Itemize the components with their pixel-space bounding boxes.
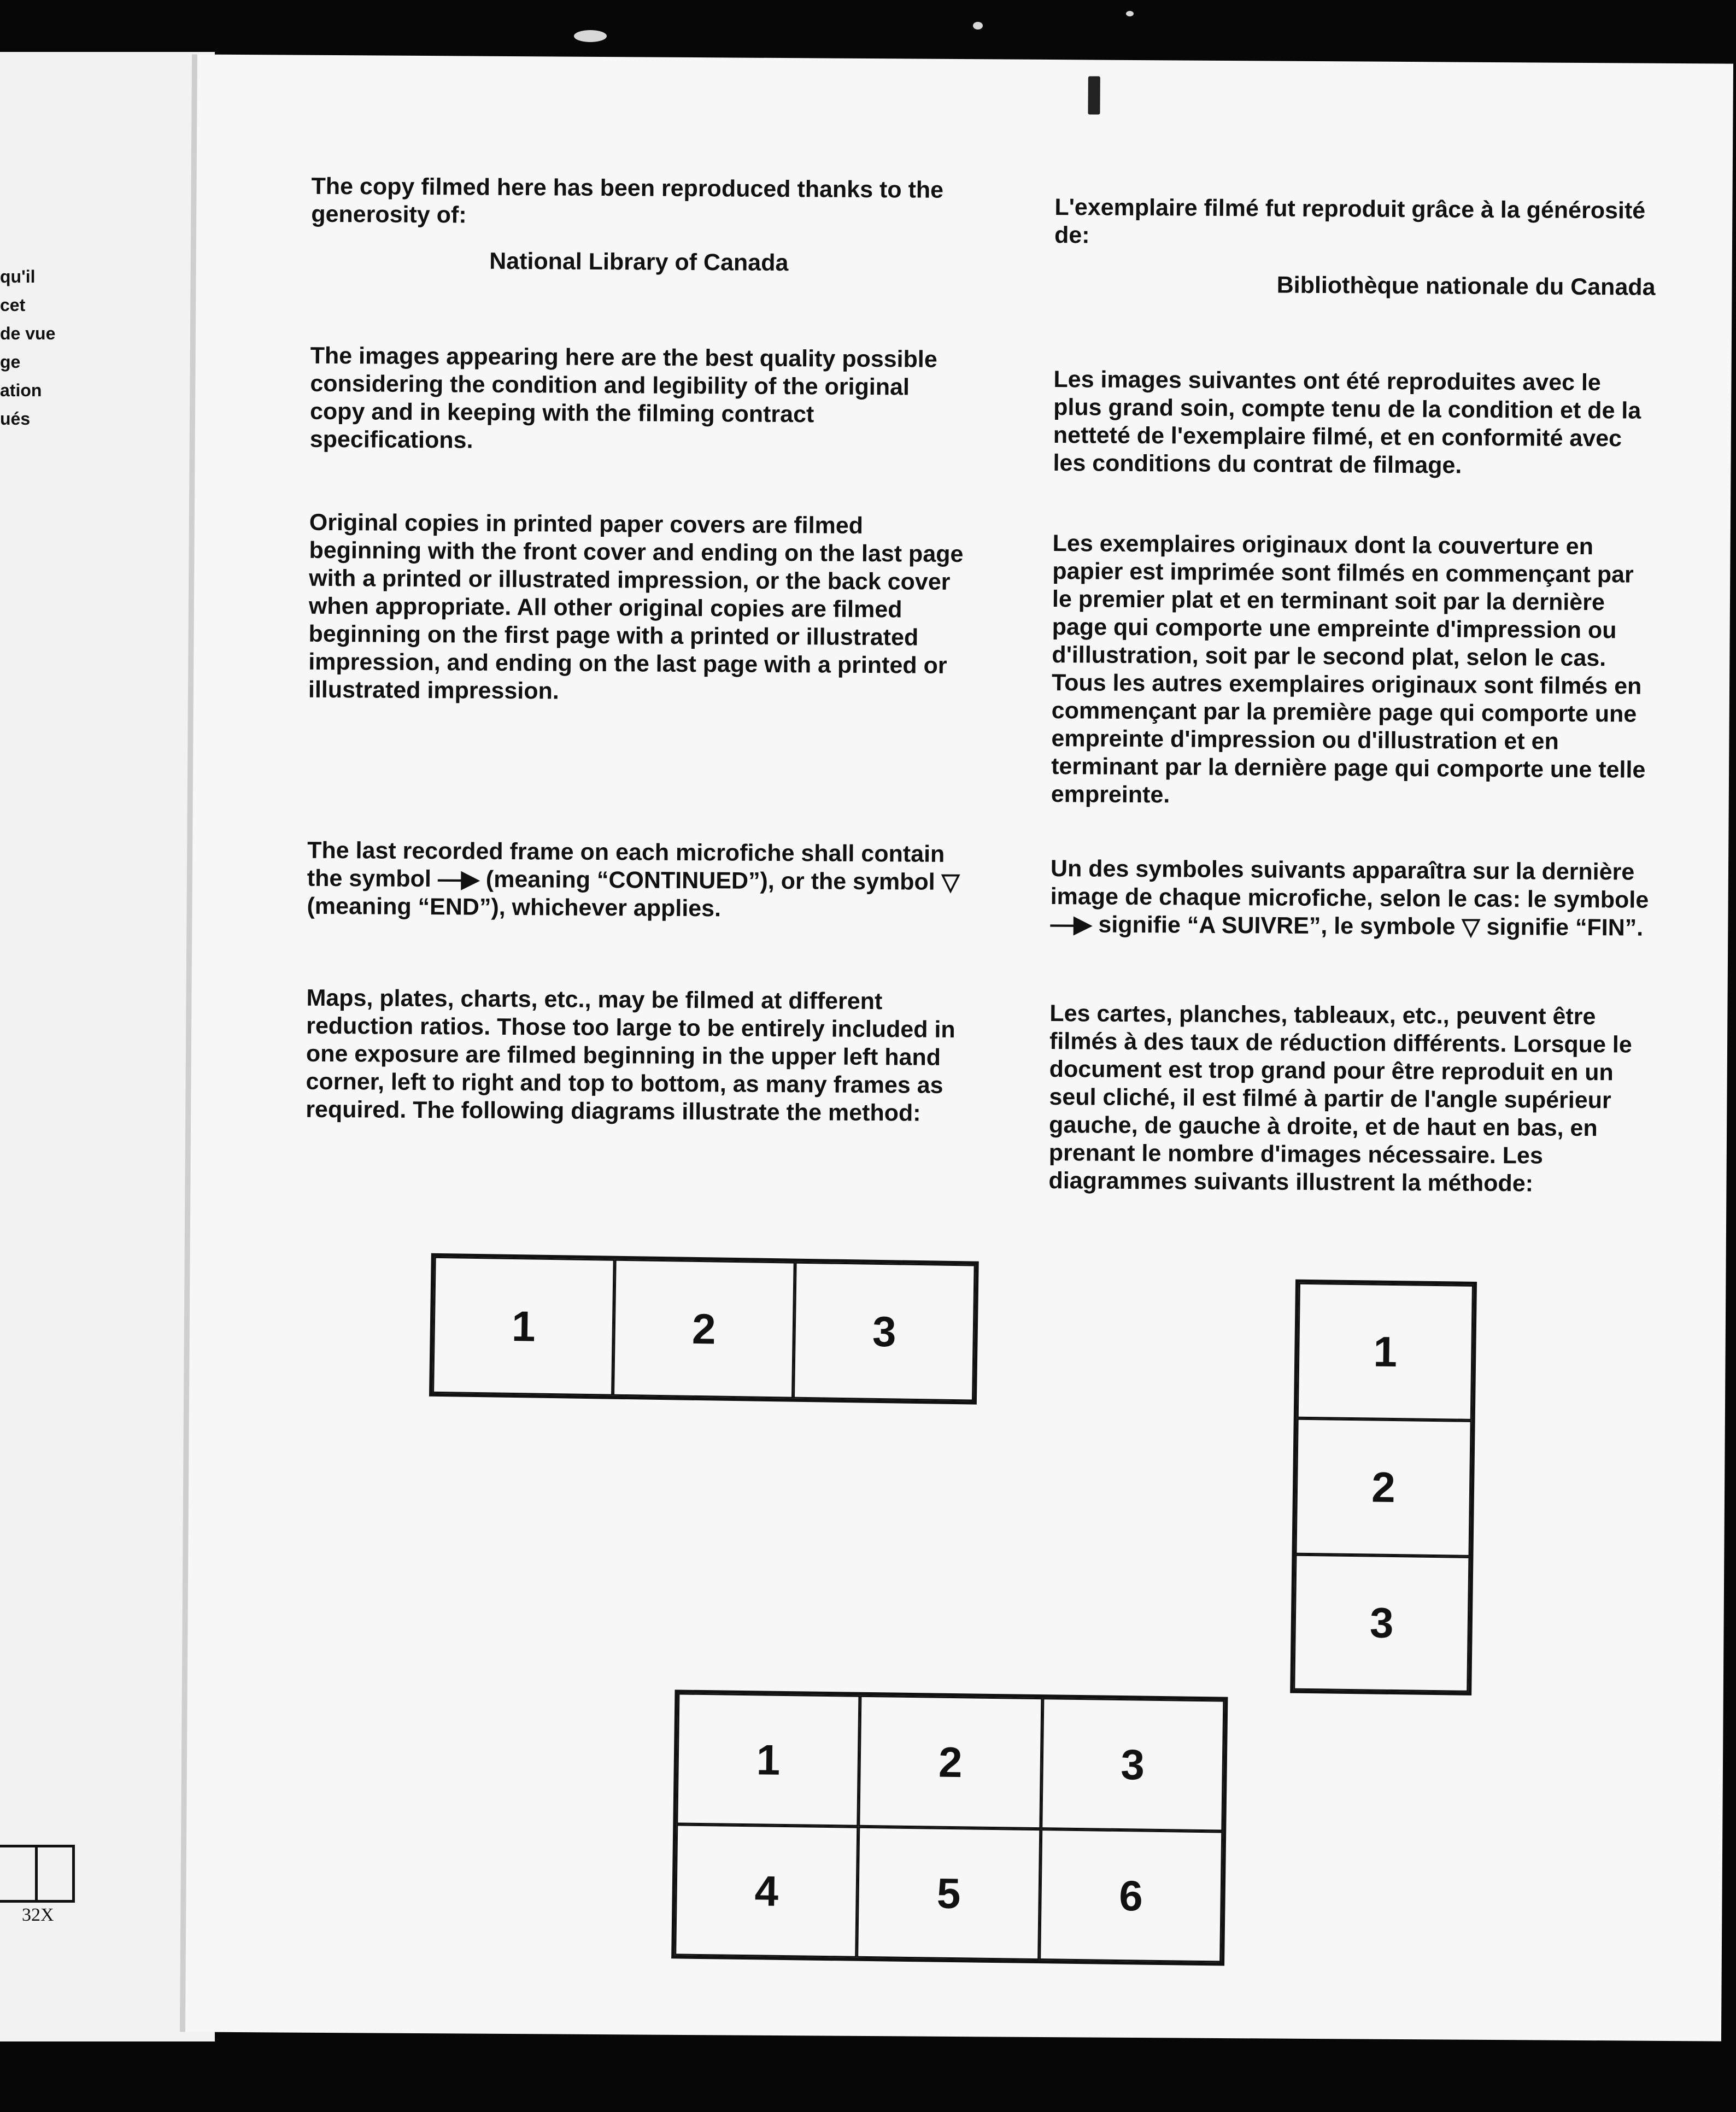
english-symbols-text-2: (meaning “CONTINUED”), or the symbol [485,866,935,895]
frame-cell: 5 [857,1827,1040,1960]
english-symbols-text-1: The last recorded frame on each microfiche shall contain the symbol [307,837,945,893]
triangle-icon: ▽ [1462,913,1480,940]
french-column [1048,60,1657,1266]
previous-page-line: cet [0,295,26,315]
dust-speck [1126,11,1134,16]
grid-cell [35,1847,73,1900]
dust-speck [574,30,607,42]
french-symbols-paragraph [1050,855,1652,942]
arrow-icon: —▶ [437,866,480,893]
diagram-row-of-three [429,1253,979,1405]
previous-page-line: ation [0,380,42,400]
diagram-grid-of-six [671,1689,1228,1966]
english-maps-paragraph: Maps, plates, charts, etc., may be filmed at different reduction ratios. Those too large to be entirely included in one exposure are filmed beginning in the upper left hand corner, left to right and top to bottom, as many frames as required. The following diagrams illustrate the method: [306,984,955,1127]
english-images-paragraph: The images appearing here are the best quality possible considering the condition and legibility of the original copy and in keeping with the filming contract specifications. [309,342,937,454]
frame-cell: 2 [859,1696,1042,1829]
french-symbols-text-3: signifie “FIN”. [1486,913,1644,941]
frame-cell: 2 [1295,1418,1471,1556]
french-maps-paragraph: Les cartes, planches, tableaux, etc., peuvent être filmés à des taux de réduction différents. Lorsque le document est trop grand pour être reproduit en un seul cliché, il est filmé à partir de l'angle supérieur gauche, de gauche à droite, et de haut en bas, en prenant le nombre d'images nécessaire. Les diagrammes suivants illustrent la méthode: [1048,1000,1632,1197]
grid-cell [0,1847,35,1900]
arrow-icon: —▶ [1050,911,1092,938]
frame-cell: 6 [1039,1829,1223,1962]
english-originals-paragraph: Original copies in printed paper covers are filmed beginning with the front cover and ending on the last page with a printed or illustrated impression, or the back cover when appropriate. All other original copies are filmed beginning on the first page with a printed or illustrated impression, and ending on the last page with a printed or illustrated impression. [308,509,964,705]
english-institution: National Library of Canada [489,248,789,277]
previous-page-line: ge [0,352,21,372]
frame-cell: 1 [676,1693,860,1826]
frame-cell: 2 [613,1259,795,1399]
english-column [305,55,968,1262]
previous-page-number: 32X [22,1905,54,1925]
document-page [180,54,1733,2041]
french-images-paragraph: Les images suivantes ont été reproduites avec le plus grand soin, compte tenu de la condition et de la netteté de l'exemplaire filmé, et en conformité avec les conditions du contrat de filmage. [1053,366,1641,479]
previous-page-text [0,262,55,433]
diagram-column-of-three [1290,1280,1477,1696]
previous-page-line: qu'il [0,267,36,286]
french-symbols-text-2: signifie “A SUIVRE”, le symbole [1098,911,1456,940]
english-symbols-paragraph [307,837,963,924]
english-symbols-text-3: (meaning “END”), whichever applies. [307,893,722,922]
french-symbols-text-1: Un des symboles suivants apparaîtra sur la dernière image de chaque microfiche, selon le cas: le symbole [1050,855,1649,913]
previous-page-line: de vue [0,324,56,343]
french-institution: Bibliothèque nationale du Canada [1276,272,1656,301]
previous-page-grid-fragment [0,1845,75,1903]
previous-page-line: ués [0,409,31,429]
frame-cell: 3 [1041,1698,1224,1831]
frame-cell: 4 [675,1824,858,1957]
frame-cell: 3 [1293,1554,1470,1692]
dust-speck [973,22,983,30]
frame-cell: 3 [793,1262,976,1401]
french-intro: L'exemplaire filmé fut reproduit grâce à la générosité de: [1054,194,1646,249]
frame-cell: 1 [1297,1283,1474,1421]
english-intro: The copy filmed here has been reproduced thanks to the generosity of: [311,173,944,228]
frame-cell: 1 [432,1257,615,1396]
french-originals-paragraph: Les exemplaires originaux dont la couverture en papier est imprimée sont filmés en commençant par le premier plat et en terminant soit par la dernière page qui comporte une empreinte d'impression ou d'illustration, soit par le second plat, selon le cas. Tous les autres exemplaires originaux sont filmés en commençant par la première page qui comporte une empreinte d'impression ou d'illustration et en terminant par la dernière page qui comporte une telle empreinte. [1051,530,1646,808]
triangle-icon: ▽ [941,869,960,896]
